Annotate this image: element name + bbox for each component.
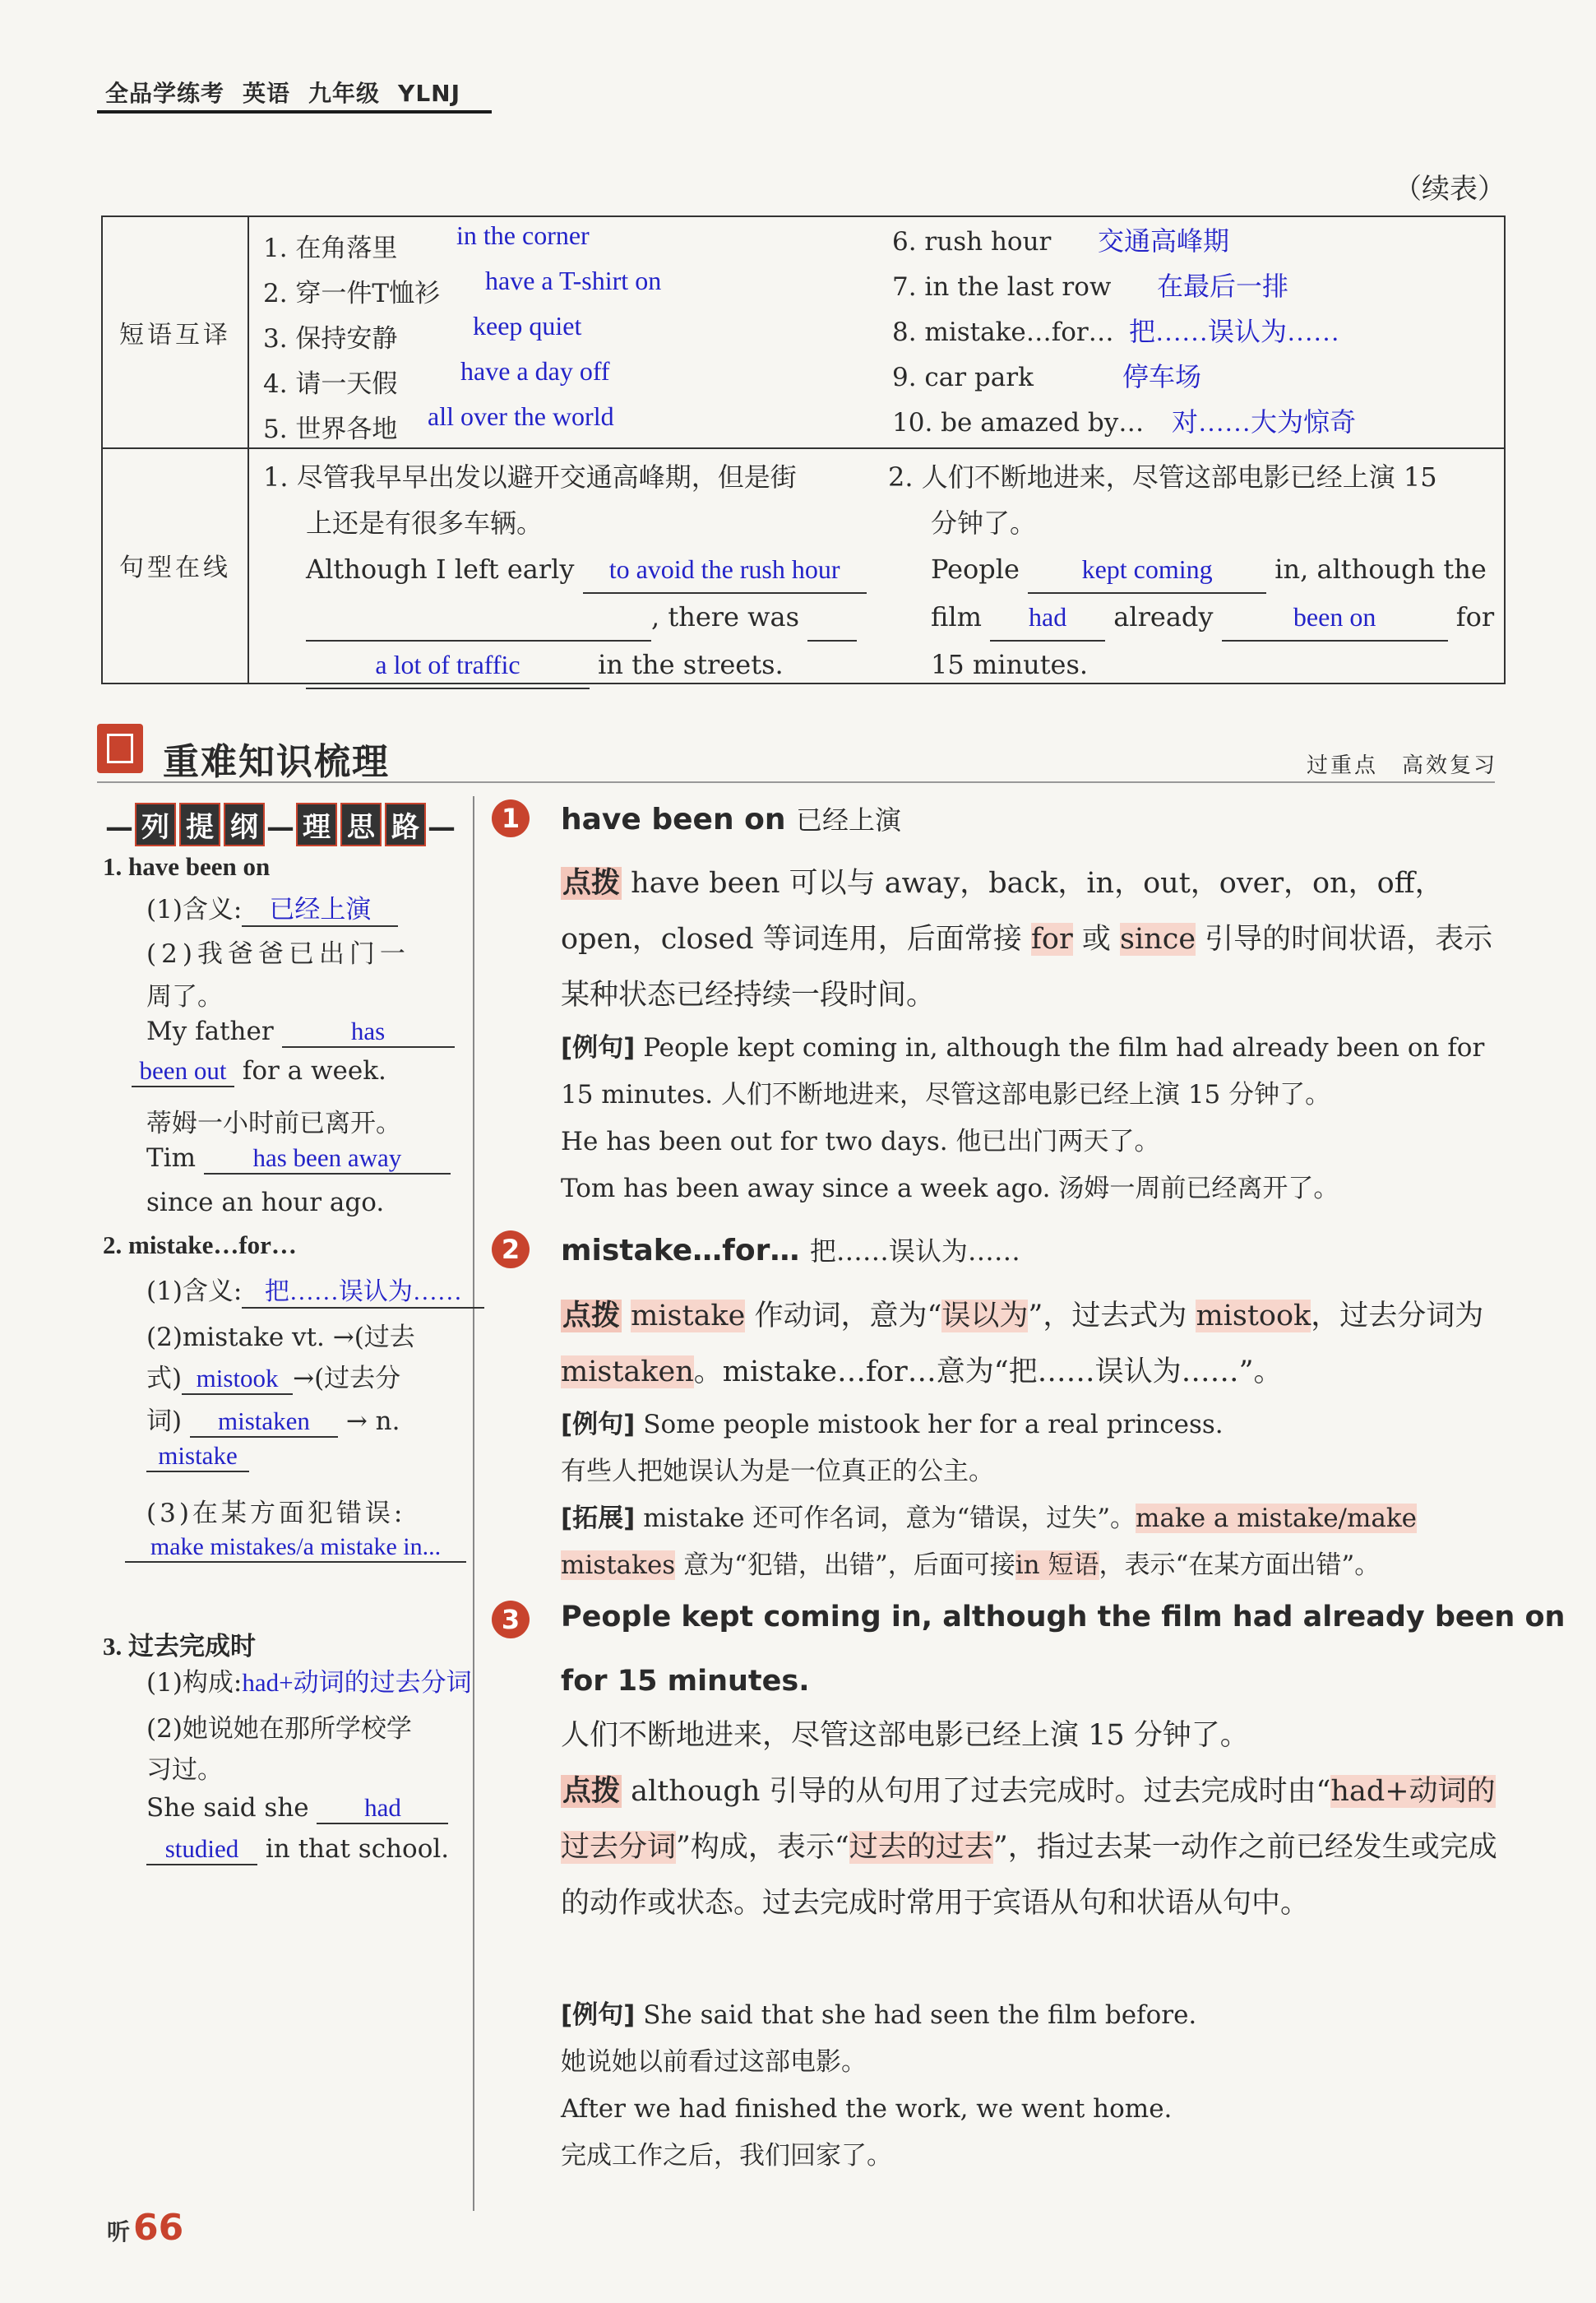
outline-text: make mistakes/a mistake in... (125, 1531, 466, 1563)
outline-text: 习过。 (146, 1755, 223, 1785)
outline-text: Tim has been away (146, 1143, 451, 1175)
outline-text: mistake (146, 1441, 249, 1472)
phrase-item: 9. car park 停车场 (892, 362, 1202, 392)
phrase-item: 5. 世界各地 all over the world (263, 401, 614, 444)
outline-text: 周了。 (146, 982, 223, 1012)
phrase-item: 10. be amazed by… 对……大为惊奇 (892, 407, 1357, 438)
outline-item-2-title: 2. mistake…for… (103, 1230, 297, 1259)
phrase-row (103, 217, 1504, 449)
outline-text: (1)构成:had+动词的过去分词 (146, 1668, 472, 1698)
point-3-examples: [例句] She said that she had seen the film before. 她说她以前看过这部电影。 After we had finished the work, we went home. 完成工作之后，我们回家了。 (561, 2000, 1197, 2171)
sentence-row (103, 447, 1504, 683)
phrase-item: 6. rush hour 交通高峰期 (892, 226, 1230, 257)
continued-label: （续表） (1394, 173, 1506, 206)
point-number-3: 3 (492, 1601, 530, 1638)
point-3-explanation: 点拨 although 引导的从句用了过去完成时。过去完成时由“had+动词的过去分词”构成，表示“过去的过去”，指过去某一动作之前已经发生或完成的动作或状态。过去完成时常用于宾语从句和状语从句中。 (561, 1775, 1497, 1920)
outline-text: 词) mistaken → n. (146, 1406, 400, 1436)
outline-text: (2)mistake vt. →(过去 (146, 1323, 415, 1352)
outline-text: (3)在某方面犯错误: (146, 1499, 406, 1528)
page-header (105, 76, 479, 109)
phrase-item: 1. 在角落里 in the corner (263, 220, 590, 263)
outline-text: (2)我爸爸已出门一 (146, 939, 410, 969)
sentence-2: 2. 人们不断地进来，尽管这部电影已经上演 15 分钟了。 People kept coming in, although the film had already been on for 15 minutes. (888, 461, 1495, 680)
column-divider (473, 796, 474, 2211)
phrase-item: 2. 穿一件T恤衫 have a T-shirt on (263, 266, 662, 308)
review-table (101, 215, 1506, 684)
point-title-1: have been on 已经上演 (561, 803, 902, 836)
header-rule (97, 110, 492, 114)
section-rule (97, 781, 1495, 783)
point-number-2: 2 (492, 1230, 530, 1268)
point-3-translation: 人们不断地进来，尽管这部电影已经上演 15 分钟了。 (561, 1719, 1249, 1752)
book-code: YLNJ (398, 80, 461, 107)
phrase-item: 4. 请一天假 have a day off (263, 356, 610, 399)
point-1-explanation: 点拨 have been 可以与 away，back，in，out，over，on，off，open，closed 等词连用，后面常接 for 或 since 引导的时间状语，表示某种状态已经持续一段时间。 (561, 867, 1493, 1012)
outline-text: She said she had (146, 1793, 448, 1824)
outline-text: 蒂姆一小时前已离开。 (146, 1109, 401, 1138)
point-title-3b: for 15 minutes. (561, 1665, 810, 1698)
brand: 全品学练考 (105, 80, 225, 107)
sentence-1: 1. 尽管我早早出发以避开交通高峰期，但是街 上还是有很多车辆。 Although I left early to avoid the rush hour , there was a lot of traffic in the streets. (263, 454, 888, 689)
outline-heading: — 列 提 纲 — 理 思 路 — (105, 803, 456, 846)
point-2-examples: [例句] Some people mistook her for a real princess. 有些人把她误认为是一位真正的公主。 [拓展] mistake 还可作名词，意为“错误，过失”。make a mistake/make mistakes 意为“犯错，出错”，后面可接in 短语，表示“在某方面出错”。 (561, 1410, 1417, 1580)
phrase-item: 7. in the last row 在最后一排 (892, 271, 1289, 302)
point-2-explanation: 点拨 mistake 作动词，意为“误以为”，过去式为 mistook，过去分词为 mistaken。mistake…for…意为“把……误认为……”。 (561, 1300, 1484, 1388)
point-number-1: 1 (492, 799, 530, 837)
outline-text: been out for a week. (132, 1056, 386, 1087)
row-label-phrases: 短语互译 (103, 217, 249, 447)
page-number: 听66 (107, 2207, 184, 2249)
outline-text: (1)含义: 已经上演 (146, 888, 398, 927)
outline-text: studied in that school. (146, 1834, 449, 1865)
grade: 九年级 (308, 80, 381, 107)
outline-item-1-title: 1. have been on (103, 852, 271, 881)
subject: 英语 (243, 80, 291, 107)
outline-text: My father has (146, 1017, 455, 1048)
outline-text: since an hour ago. (146, 1188, 385, 1217)
point-title-2: mistake…for… 把……误认为…… (561, 1234, 1020, 1267)
outline-text: 式) mistook →(过去分 (146, 1364, 401, 1393)
phrase-item: 3. 保持安静 keep quiet (263, 311, 582, 354)
outline-item-3-title: 3. 过去完成时 (103, 1632, 256, 1661)
phrase-item: 8. mistake…for… 把……误认为…… (892, 317, 1340, 347)
point-1-examples: [例句] People kept coming in, although the film had already been on for 15 minutes. 人们不断地进来，尽管这部电影已经上演 15 分钟了。 He has been out for two days. 他已出门两天了。 Tom has been away since a week ago. 汤姆一周前已经离开了。 (561, 1033, 1485, 1203)
section-title: 重难知识梳理 (163, 741, 390, 783)
outline-text: (1)含义: 把……误认为…… (146, 1270, 484, 1309)
outline-text: (2)她说她在那所学校学 (146, 1714, 412, 1744)
row-label-sentences: 句型在线 (103, 447, 249, 683)
point-title-3: People kept coming in, although the film had already been on (561, 1601, 1566, 1633)
section-subtitle: 过重点 高效复习 (1306, 753, 1497, 778)
section-icon (97, 724, 143, 773)
